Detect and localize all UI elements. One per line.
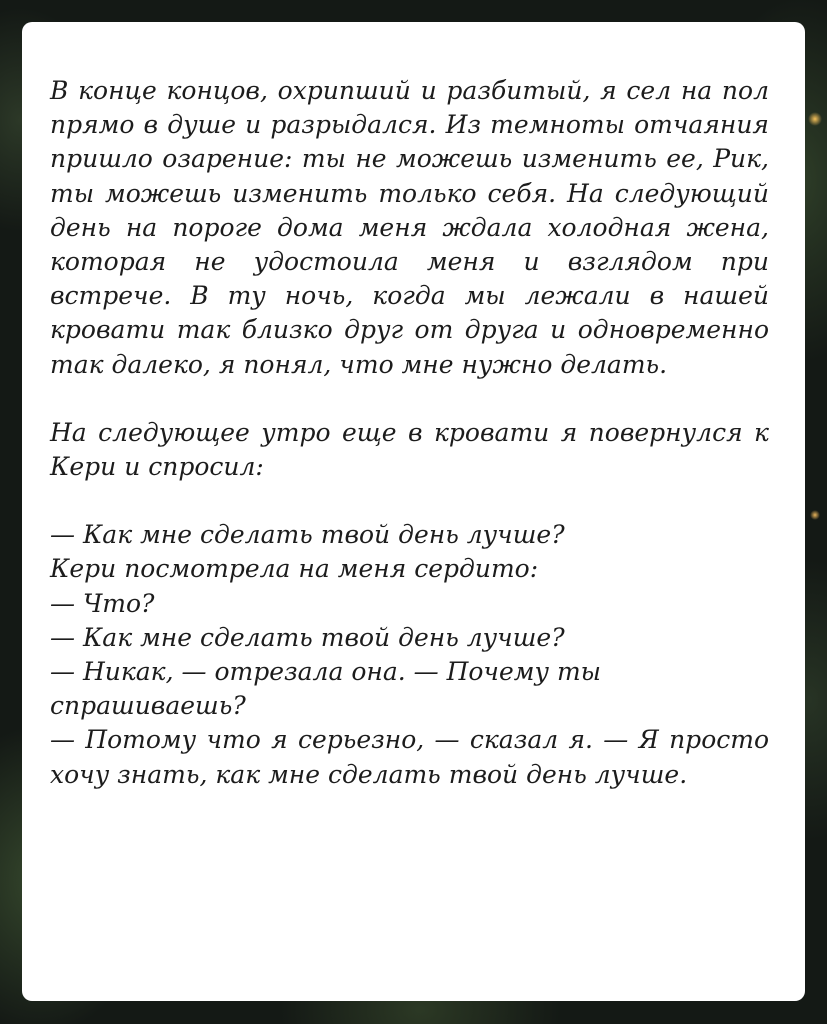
dialogue-line: — Потому что я серьезно, — сказал я. — Я просто хочу знать, как мне сделать твой день лучше. [50,725,769,789]
dialogue-line: — Как мне сделать твой день лучше? [50,622,565,652]
dialogue-line: — Никак, — отрезала она. — Почему ты спрашиваешь? [50,657,602,721]
background-bokeh-light [808,112,822,126]
dialogue-line: Кери посмотрела на меня сердито: [50,554,539,584]
story-paragraph-2: На следующее утро еще в кровати я повернулся к Кери и спросил: [50,417,769,482]
dialogue-line: — Как мне сделать твой день лучше? [50,520,565,550]
background-bokeh-light [810,510,820,520]
story-paragraph-1: В конце концов, охрипший и разбитый, я сел на пол прямо в душе и разрыдался. Из темноты отчаяния пришло озарение: ты не можешь изменить ее, Рик, ты можешь изменить только себя. На следующий день на пороге дома меня ждала холодная жена, которая не удостоила меня и взглядом при встрече. В ту ночь, когда мы лежали в нашей кровати так близко друг от друга и одновременно так далеко, я понял, что мне нужно делать. [50,76,769,379]
paragraph-spacer [50,484,769,518]
dialogue-line: — Что? [50,588,155,618]
paragraph-spacer [50,382,769,416]
text-card [22,22,805,1001]
story-text [50,74,769,792]
